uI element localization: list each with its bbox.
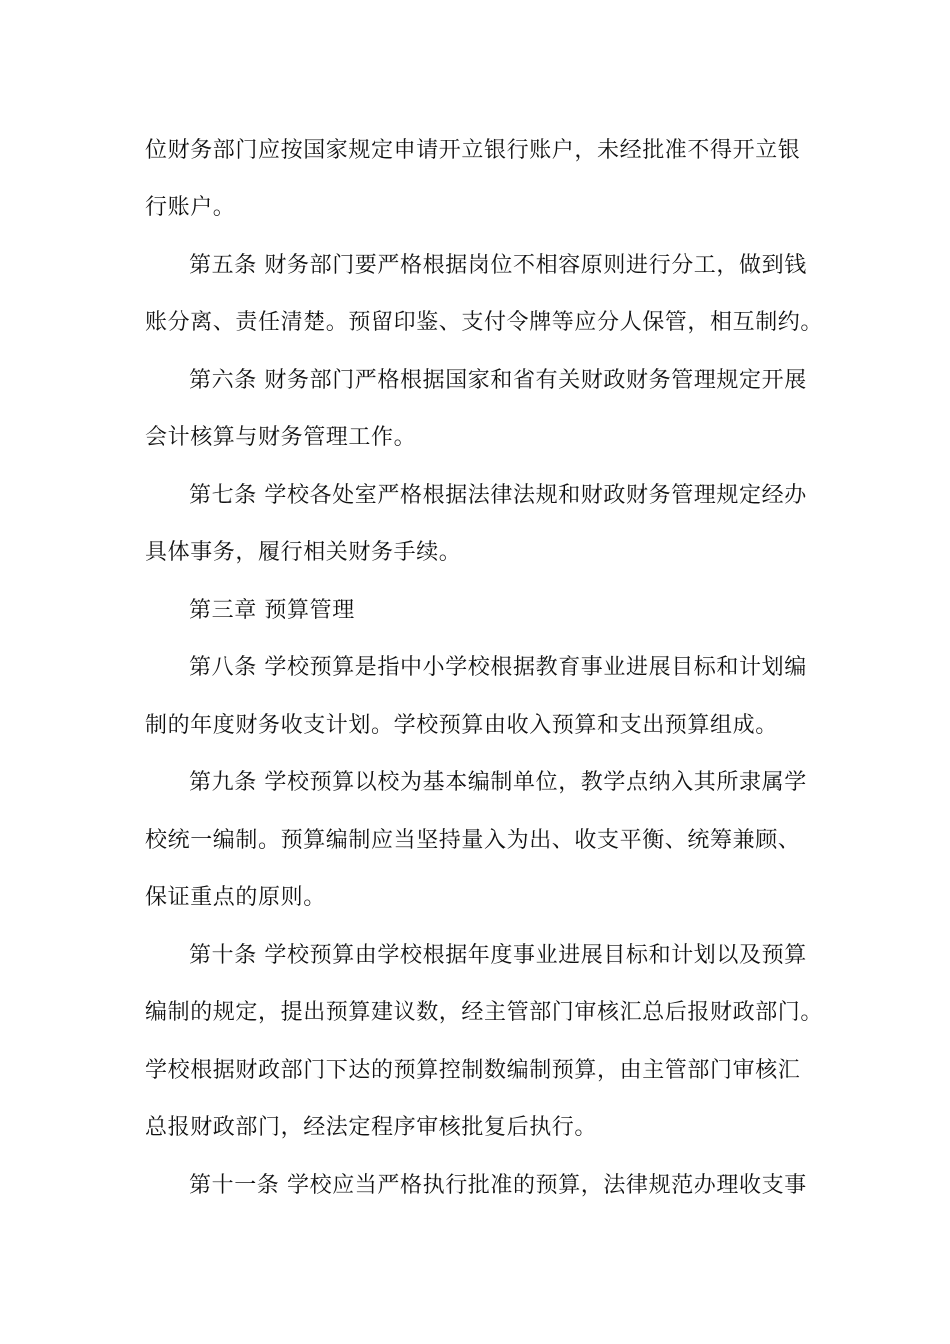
- article-10-line-3: 学校根据财政部门下达的预算控制数编制预算，由主管部门审核汇: [145, 1058, 801, 1083]
- chapter-3-heading: 第三章 预算管理: [189, 598, 355, 623]
- article-9-line-3: 保证重点的原则。: [145, 885, 326, 910]
- article-9-line-1: 第九条 学校预算以校为基本编制单位，教学点纳入其所隶属学: [189, 770, 807, 795]
- article-7-line-2: 具体事务，履行相关财务手续。: [145, 540, 462, 565]
- article-6-line-1: 第六条 财务部门严格根据国家和省有关财政财务管理规定开展: [189, 368, 807, 393]
- text-line-2: 行账户。: [145, 195, 236, 220]
- text-line-1: 位财务部门应按国家规定申请开立银行账户，未经批准不得开立银: [145, 138, 801, 163]
- article-5-line-2: 账分离、责任清楚。预留印鉴、支付令牌等应分人保管，相互制约。: [145, 310, 824, 335]
- article-10-line-1: 第十条 学校预算由学校根据年度事业进展目标和计划以及预算: [189, 943, 807, 968]
- article-7-line-1: 第七条 学校各处室严格根据法律法规和财政财务管理规定经办: [189, 483, 807, 508]
- article-8-line-2: 制的年度财务收支计划。学校预算由收入预算和支出预算组成。: [145, 713, 778, 738]
- article-11-line-1: 第十一条 学校应当严格执行批准的预算，法律规范办理收支事: [189, 1173, 807, 1198]
- article-9-line-2: 校统一编制。预算编制应当坚持量入为出、收支平衡、统筹兼顾、: [145, 828, 801, 853]
- article-10-line-2: 编制的规定，提出预算建议数，经主管部门审核汇总后报财政部门。: [145, 1000, 824, 1025]
- article-8-line-1: 第八条 学校预算是指中小学校根据教育事业进展目标和计划编: [189, 655, 807, 680]
- article-10-line-4: 总报财政部门，经法定程序审核批复后执行。: [145, 1115, 598, 1140]
- article-6-line-2: 会计核算与财务管理工作。: [145, 425, 417, 450]
- article-5-line-1: 第五条 财务部门要严格根据岗位不相容原则进行分工，做到钱: [189, 253, 807, 278]
